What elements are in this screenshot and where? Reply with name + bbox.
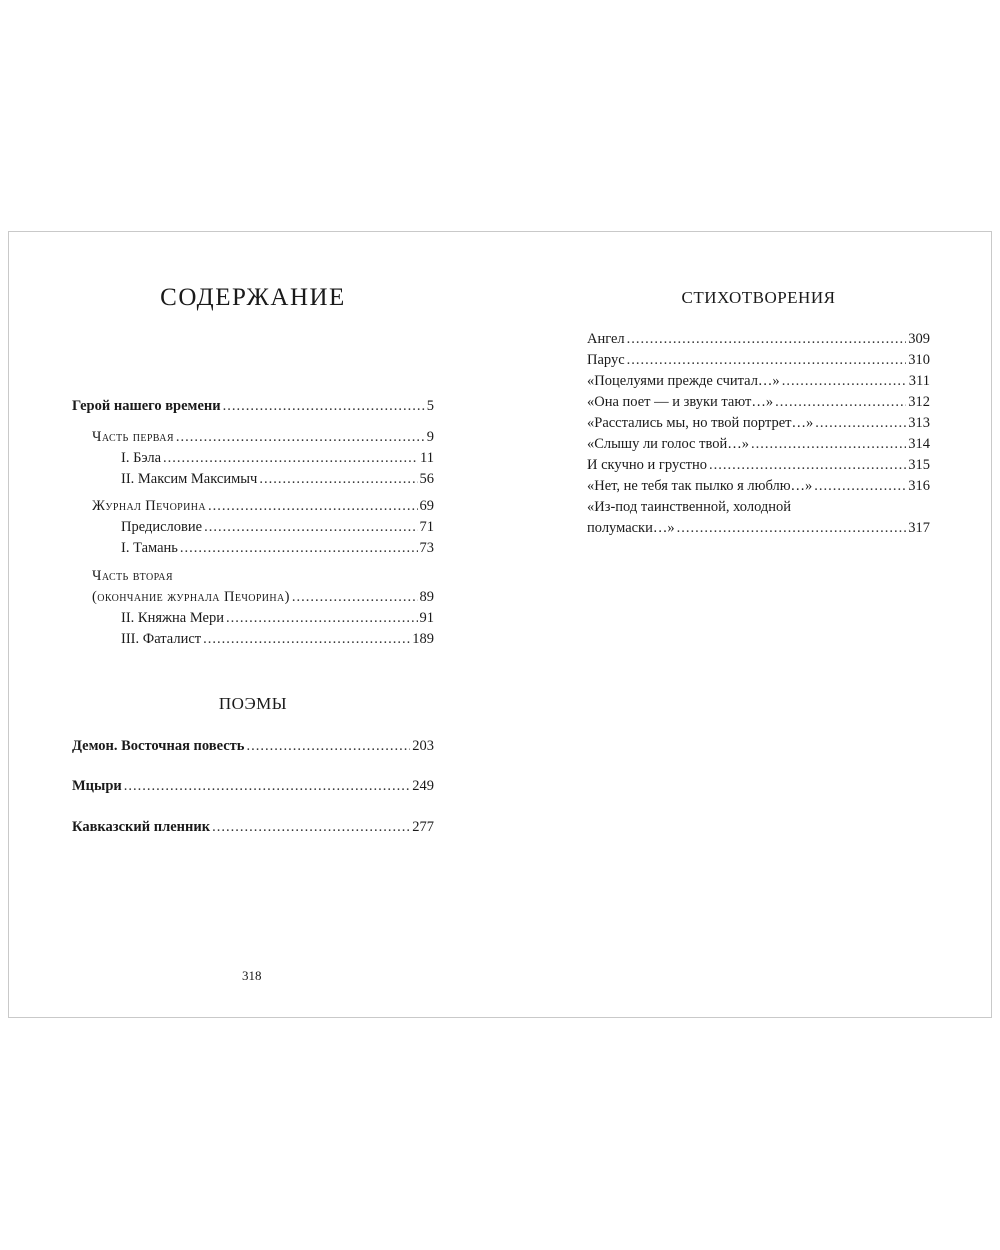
poems-short-heading: СТИХОТВОРЕНИЯ bbox=[681, 288, 836, 307]
toc-entry-fatalist[interactable] bbox=[72, 629, 434, 650]
toc-entry-page: 11 bbox=[420, 450, 434, 466]
leader-dots bbox=[203, 629, 410, 650]
toc-entry-label: «Она поет — и звуки тают…» bbox=[587, 394, 774, 410]
leader-dots bbox=[124, 776, 410, 797]
toc-entry-angel[interactable] bbox=[587, 329, 930, 350]
toc-entry-iz-pod-line1[interactable]: «Из-под таинственной, холодной bbox=[587, 499, 792, 515]
toc-entry-rasstalis[interactable] bbox=[587, 413, 930, 434]
leader-dots bbox=[163, 448, 418, 469]
toc-entry-part2-line1[interactable]: Часть вторая bbox=[92, 568, 174, 584]
toc-entry-potseluyami[interactable] bbox=[587, 371, 930, 392]
toc-entry-page: 311 bbox=[908, 373, 930, 389]
leader-dots bbox=[204, 517, 417, 538]
hero-section bbox=[72, 396, 434, 417]
toc-entry-label: III. Фаталист bbox=[121, 631, 202, 647]
leader-dots bbox=[627, 350, 907, 371]
leader-dots bbox=[782, 371, 907, 392]
leader-dots bbox=[223, 396, 425, 417]
toc-entry-page: 315 bbox=[908, 457, 930, 473]
toc-entry-page: 249 bbox=[412, 778, 434, 794]
toc-entry-page: 71 bbox=[419, 519, 434, 535]
toc-entry-preface[interactable] bbox=[72, 517, 434, 538]
leader-dots bbox=[627, 329, 907, 350]
toc-entry-label: Журнал Печорина bbox=[92, 498, 207, 514]
toc-entry-part1[interactable] bbox=[72, 427, 434, 448]
toc-entry-label: «Нет, не тебя так пылко я люблю…» bbox=[587, 478, 813, 494]
toc-entry-label: Демон. Восточная повесть bbox=[72, 738, 245, 754]
toc-entry-label: Часть первая bbox=[92, 429, 174, 445]
poem-entry-demon-wrap bbox=[72, 736, 434, 757]
toc-entry-label: (окончание журнала Печорина) bbox=[92, 589, 290, 605]
toc-entry-page: 316 bbox=[908, 478, 930, 494]
toc-entry-label: полумаски…» bbox=[587, 520, 675, 536]
toc-entry-page: 312 bbox=[908, 394, 930, 410]
toc-entry-page: 5 bbox=[426, 398, 434, 414]
toc-entry-label: II. Княжна Мери bbox=[121, 610, 224, 626]
toc-entry-skuchno[interactable] bbox=[587, 455, 930, 476]
toc-entry-label: Ангел bbox=[587, 331, 625, 347]
toc-entry-page: 317 bbox=[908, 520, 930, 536]
toc-entry-label: II. Максим Максимыч bbox=[121, 471, 258, 487]
short-poems-list bbox=[587, 329, 930, 539]
toc-entry-page: 309 bbox=[908, 331, 930, 347]
toc-entry-bela[interactable] bbox=[72, 448, 434, 469]
leader-dots bbox=[226, 608, 418, 629]
toc-entry-part2[interactable] bbox=[72, 587, 434, 608]
toc-entry-hero[interactable] bbox=[72, 396, 434, 417]
part2-section bbox=[72, 566, 434, 650]
toc-entry-label: Парус bbox=[587, 352, 625, 368]
toc-entry-page: 89 bbox=[419, 589, 434, 605]
toc-entry-page: 203 bbox=[412, 738, 434, 754]
toc-entry-demon[interactable] bbox=[72, 736, 434, 757]
toc-entry-page: 189 bbox=[412, 631, 434, 647]
toc-entry-label: И скучно и грустно bbox=[587, 457, 707, 473]
leader-dots bbox=[176, 427, 425, 448]
leader-dots bbox=[775, 392, 906, 413]
page-number: 318 bbox=[242, 968, 262, 983]
toc-entry-label: Кавказский пленник bbox=[72, 819, 211, 835]
toc-entry-label: I. Тамань bbox=[121, 540, 178, 556]
poems-heading: ПОЭМЫ bbox=[218, 694, 288, 713]
toc-entry-iz-pod[interactable] bbox=[587, 518, 930, 539]
toc-entry-label: Герой нашего времени bbox=[72, 398, 221, 414]
toc-entry-captive[interactable] bbox=[72, 817, 434, 838]
part1-section bbox=[72, 427, 434, 490]
toc-entry-page: 73 bbox=[419, 540, 434, 556]
leader-dots bbox=[814, 476, 906, 497]
toc-entry-label: «Поцелуями прежде считал…» bbox=[587, 373, 780, 389]
toc-entry-label: Предисловие bbox=[121, 519, 203, 535]
toc-entry-parus[interactable] bbox=[587, 350, 930, 371]
toc-entry-page: 314 bbox=[908, 436, 930, 452]
poem-entry-captive-wrap bbox=[72, 817, 434, 838]
leader-dots bbox=[246, 736, 410, 757]
leader-dots bbox=[815, 413, 906, 434]
toc-entry-meri[interactable] bbox=[72, 608, 434, 629]
journal-section bbox=[72, 496, 434, 559]
toc-entry-page: 313 bbox=[908, 415, 930, 431]
toc-entry-mtsyri[interactable] bbox=[72, 776, 434, 797]
toc-entry-journal[interactable] bbox=[72, 496, 434, 517]
toc-entry-page: 9 bbox=[426, 429, 434, 445]
toc-entry-page: 310 bbox=[908, 352, 930, 368]
toc-entry-ona-poet[interactable] bbox=[587, 392, 930, 413]
leader-dots bbox=[212, 817, 410, 838]
toc-entry-label: «Слышу ли голос твой…» bbox=[587, 436, 749, 452]
toc-entry-maksim[interactable] bbox=[72, 469, 434, 490]
leader-dots bbox=[259, 469, 417, 490]
leader-dots bbox=[677, 518, 907, 539]
leader-dots bbox=[292, 587, 418, 608]
leader-dots bbox=[751, 434, 906, 455]
toc-entry-label: Мцыри bbox=[72, 778, 122, 794]
toc-entry-page: 277 bbox=[412, 819, 434, 835]
leader-dots bbox=[180, 538, 418, 559]
toc-entry-slyshu[interactable] bbox=[587, 434, 930, 455]
toc-entry-taman[interactable] bbox=[72, 538, 434, 559]
toc-entry-page: 69 bbox=[419, 498, 434, 514]
poem-entry-mtsyri-wrap bbox=[72, 776, 434, 797]
leader-dots bbox=[709, 455, 906, 476]
page-title: СОДЕРЖАНИЕ bbox=[160, 284, 346, 311]
toc-entry-page: 56 bbox=[419, 471, 434, 487]
book-spread bbox=[8, 231, 992, 1018]
toc-entry-page: 91 bbox=[419, 610, 434, 626]
toc-entry-label: «Расстались мы, но твой портрет…» bbox=[587, 415, 814, 431]
toc-entry-label: I. Бэла bbox=[121, 450, 162, 466]
toc-entry-net-ne-tebya[interactable] bbox=[587, 476, 930, 497]
leader-dots bbox=[208, 496, 417, 517]
